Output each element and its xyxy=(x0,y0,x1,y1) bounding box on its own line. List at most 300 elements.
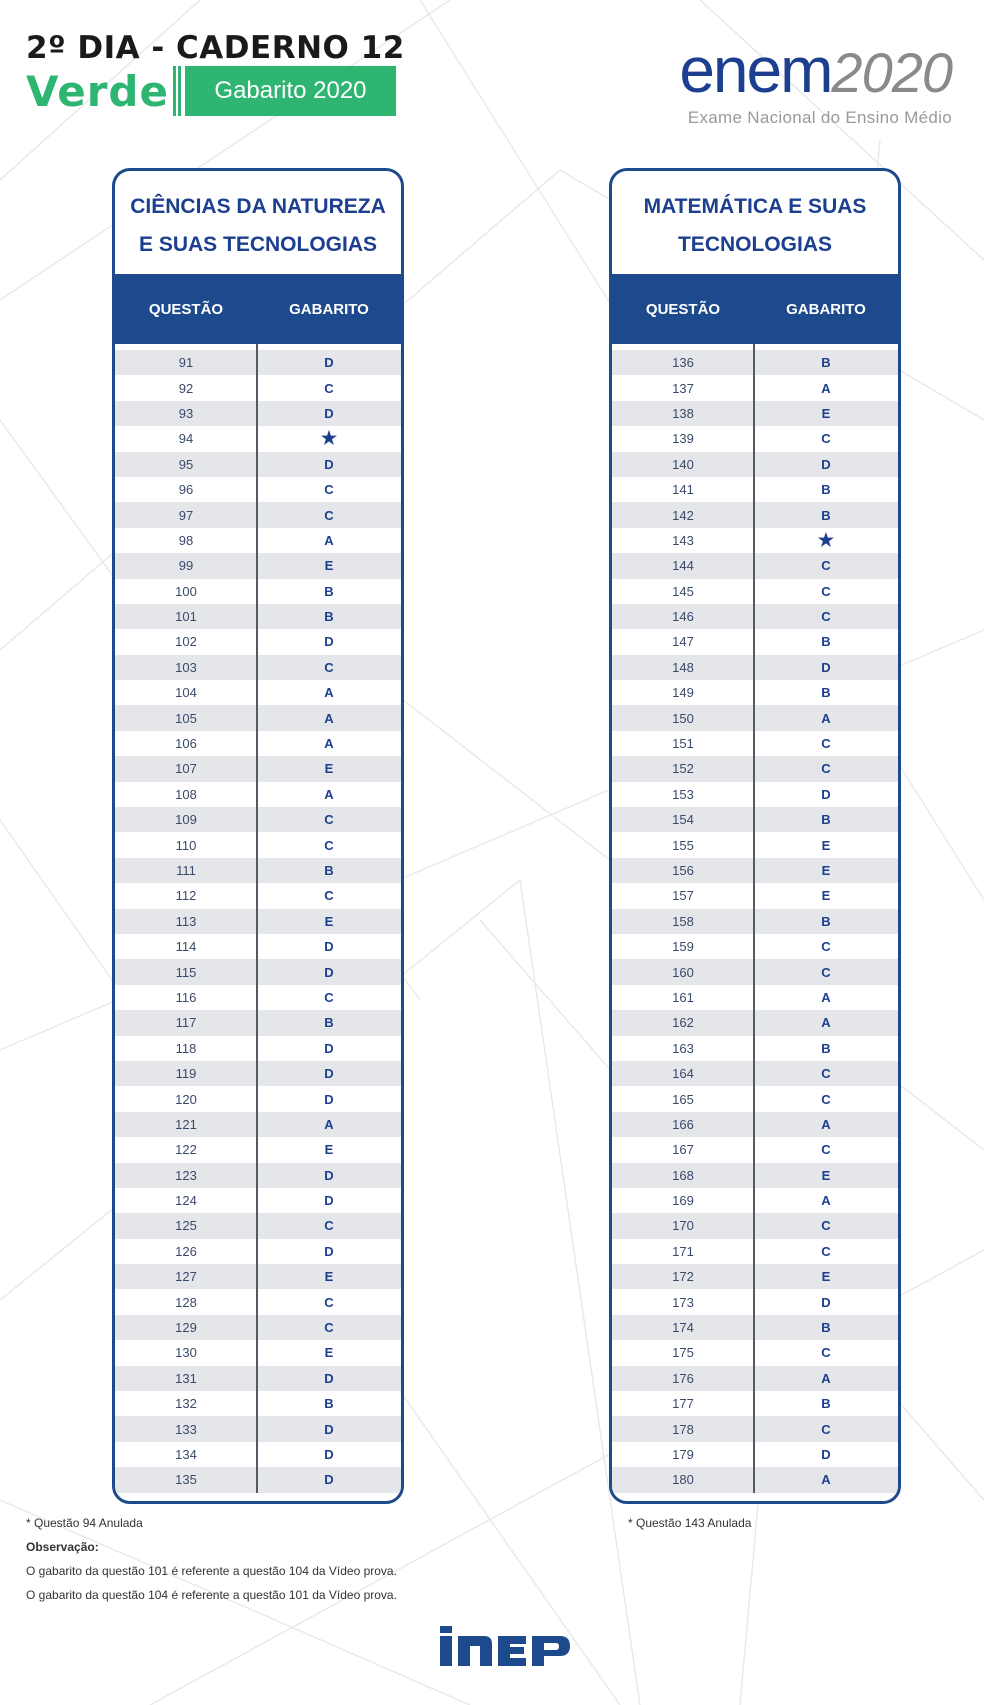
answer-letter: E xyxy=(821,1269,831,1285)
answer-letter: C xyxy=(821,1142,831,1158)
table-row xyxy=(612,909,898,934)
question-number: 98 xyxy=(178,532,194,548)
table-row xyxy=(612,858,898,883)
answer-letter: C xyxy=(324,659,334,675)
table-row xyxy=(612,655,898,680)
answer-letter: E xyxy=(324,761,334,777)
table-row xyxy=(115,807,401,832)
question-number: 110 xyxy=(175,837,197,853)
answer-letter: D xyxy=(324,1091,334,1107)
table-row xyxy=(612,680,898,705)
table-row xyxy=(115,705,401,730)
answer-letter: B xyxy=(821,913,831,929)
table-row xyxy=(612,934,898,959)
question-number: 163 xyxy=(672,1040,694,1056)
question-number: 96 xyxy=(178,482,194,498)
question-number: 118 xyxy=(175,1040,197,1056)
answer-letter: B xyxy=(324,1015,334,1031)
question-number: 145 xyxy=(672,583,694,599)
table-row xyxy=(115,528,401,553)
answer-letter: D xyxy=(324,964,334,980)
answer-letter: B xyxy=(821,812,831,828)
observation-2: O gabarito da questão 104 é referente a questão 101 da Vídeo prova. xyxy=(26,1588,397,1602)
table-row xyxy=(612,1086,898,1111)
annulled-star-icon: ★ xyxy=(320,428,338,449)
answer-letter: A xyxy=(821,1015,831,1031)
logo-subtitle: Exame Nacional do Ensino Médio xyxy=(687,108,952,127)
question-number: 128 xyxy=(175,1294,197,1310)
question-number: 101 xyxy=(175,609,197,625)
answer-letter: D xyxy=(324,1066,334,1082)
question-number: 130 xyxy=(175,1345,197,1361)
question-number: 133 xyxy=(175,1421,197,1437)
question-number: 111 xyxy=(176,863,196,878)
answer-letter: D xyxy=(821,1294,831,1310)
answer-letter: C xyxy=(324,837,334,853)
table-row xyxy=(115,1340,401,1365)
table-row xyxy=(612,375,898,400)
question-number: 138 xyxy=(672,405,694,421)
question-number: 106 xyxy=(175,736,197,752)
question-number: 107 xyxy=(175,761,197,777)
answer-letter: B xyxy=(821,355,831,371)
table-row xyxy=(115,1239,401,1264)
question-number: 124 xyxy=(175,1193,197,1209)
question-number: 171 xyxy=(672,1243,694,1259)
question-number: 105 xyxy=(175,710,197,726)
column-header-question: QUESTÃO xyxy=(148,300,224,318)
table-row xyxy=(612,1036,898,1061)
answer-letter: B xyxy=(821,634,831,650)
table-row xyxy=(612,807,898,832)
question-number: 179 xyxy=(672,1446,694,1462)
question-number: 167 xyxy=(672,1142,694,1158)
answer-letter: A xyxy=(324,710,334,726)
answer-letter: B xyxy=(821,1396,831,1412)
answer-letter: D xyxy=(821,786,831,802)
table-row xyxy=(115,1442,401,1467)
table-title xyxy=(115,171,401,274)
question-number: 152 xyxy=(672,761,694,777)
answer-letter: B xyxy=(821,482,831,498)
answer-letter: B xyxy=(821,1040,831,1056)
question-number: 156 xyxy=(672,863,694,878)
question-number: 169 xyxy=(672,1193,694,1209)
answer-letter: C xyxy=(821,1218,831,1234)
answer-letter: D xyxy=(324,1243,334,1259)
table-title-line1: MATEMÁTICA E SUAS xyxy=(643,194,867,218)
question-number: 162 xyxy=(672,1015,694,1031)
answer-table-ciencias-natureza xyxy=(112,168,404,1504)
table-row xyxy=(612,1315,898,1340)
question-number: 109 xyxy=(175,812,197,828)
table-row xyxy=(115,1061,401,1086)
answer-letter: D xyxy=(324,634,334,650)
question-number: 97 xyxy=(178,507,194,523)
question-number: 180 xyxy=(672,1472,694,1488)
table-row xyxy=(612,1467,898,1492)
table-header xyxy=(115,274,401,344)
question-number: 149 xyxy=(672,685,694,701)
table-row xyxy=(612,1340,898,1365)
annulled-note-right: * Questão 143 Anulada xyxy=(628,1516,752,1530)
answer-letter: C xyxy=(821,609,831,625)
answer-letter: B xyxy=(821,1320,831,1336)
color-name: Verde xyxy=(26,66,169,116)
enem-logo xyxy=(642,34,952,128)
table-row xyxy=(612,1264,898,1289)
table-row xyxy=(612,426,898,451)
question-number: 143 xyxy=(672,532,694,548)
question-number: 126 xyxy=(175,1243,197,1259)
table-row xyxy=(115,604,401,629)
question-number: 95 xyxy=(178,456,194,472)
answer-letter: E xyxy=(821,888,831,904)
table-row xyxy=(115,883,401,908)
answer-letter: C xyxy=(821,964,831,980)
decorative-bars xyxy=(173,66,183,116)
answer-letter: C xyxy=(821,939,831,955)
question-number: 93 xyxy=(178,405,194,421)
table-row xyxy=(115,401,401,426)
answer-letter: C xyxy=(821,583,831,599)
question-number: 158 xyxy=(672,913,694,929)
question-number: 172 xyxy=(672,1269,694,1285)
answer-letter: B xyxy=(821,685,831,701)
table-row xyxy=(612,629,898,654)
answer-letter: A xyxy=(324,1116,334,1132)
question-number: 153 xyxy=(672,786,694,802)
answer-letter: A xyxy=(821,989,831,1005)
question-number: 139 xyxy=(672,431,694,447)
table-row xyxy=(115,1315,401,1340)
question-number: 127 xyxy=(175,1269,197,1285)
table-row xyxy=(115,1010,401,1035)
table-row xyxy=(612,452,898,477)
column-header-answer: GABARITO xyxy=(786,300,866,318)
question-number: 144 xyxy=(672,558,694,574)
answer-letter: E xyxy=(324,913,334,929)
table-row xyxy=(115,553,401,578)
table-title-line2: E SUAS TECNOLOGIAS xyxy=(138,232,378,256)
question-number: 108 xyxy=(175,786,197,802)
answer-letter: B xyxy=(324,1396,334,1412)
table-row xyxy=(115,1163,401,1188)
answer-letter: D xyxy=(324,1472,334,1488)
answer-letter: C xyxy=(821,736,831,752)
answer-letter: C xyxy=(821,1091,831,1107)
question-number: 136 xyxy=(672,355,694,371)
question-number: 175 xyxy=(672,1345,694,1361)
table-row xyxy=(115,1264,401,1289)
table-row xyxy=(115,452,401,477)
answer-table-matematica xyxy=(609,168,901,1504)
table-row xyxy=(612,350,898,375)
answer-letter: D xyxy=(821,659,831,675)
answer-letter: C xyxy=(324,1218,334,1234)
table-row xyxy=(612,1289,898,1314)
table-row xyxy=(612,832,898,857)
table-row xyxy=(612,553,898,578)
answer-letter: E xyxy=(821,837,831,853)
answer-letter: D xyxy=(324,1446,334,1462)
answer-letter: E xyxy=(324,1142,334,1158)
table-row xyxy=(612,1112,898,1137)
notes-left xyxy=(26,1516,397,1612)
question-number: 134 xyxy=(175,1446,197,1462)
table-body xyxy=(612,344,898,1493)
question-number: 137 xyxy=(672,380,694,396)
question-number: 159 xyxy=(672,939,694,955)
table-row xyxy=(115,1137,401,1162)
answer-letter: D xyxy=(324,456,334,472)
question-number: 135 xyxy=(175,1472,197,1488)
table-row xyxy=(612,604,898,629)
table-row xyxy=(612,477,898,502)
table-row xyxy=(612,1010,898,1035)
observation-label: Observação: xyxy=(26,1540,99,1554)
question-number: 122 xyxy=(175,1142,197,1158)
answer-letter: E xyxy=(821,863,831,878)
column-divider xyxy=(256,344,258,1493)
answer-letter: B xyxy=(324,609,334,625)
gabarito-badge: Gabarito 2020 xyxy=(185,66,396,116)
table-header xyxy=(612,274,898,344)
table-row xyxy=(612,401,898,426)
table-row xyxy=(612,782,898,807)
answer-letter: C xyxy=(324,1294,334,1310)
answer-letter: D xyxy=(324,939,334,955)
inep-logo-text: INEP xyxy=(440,1624,443,1625)
column-divider xyxy=(753,344,755,1493)
question-number: 173 xyxy=(672,1294,694,1310)
table-row xyxy=(115,909,401,934)
question-number: 170 xyxy=(672,1218,694,1234)
question-number: 151 xyxy=(672,736,694,752)
table-row xyxy=(612,959,898,984)
table-row xyxy=(612,731,898,756)
question-number: 116 xyxy=(175,989,197,1005)
question-number: 131 xyxy=(175,1370,197,1386)
answer-letter: C xyxy=(821,1066,831,1082)
table-row xyxy=(115,985,401,1010)
table-row xyxy=(115,502,401,527)
answer-letter: E xyxy=(821,1167,831,1183)
answer-letter: D xyxy=(324,1193,334,1209)
question-number: 100 xyxy=(175,583,197,599)
question-number: 142 xyxy=(672,507,694,523)
table-row xyxy=(115,731,401,756)
answer-letter: A xyxy=(821,1193,831,1209)
question-number: 125 xyxy=(175,1218,197,1234)
table-row xyxy=(612,1137,898,1162)
table-body xyxy=(115,344,401,1493)
answer-letter: A xyxy=(821,710,831,726)
question-number: 91 xyxy=(178,355,194,371)
table-row xyxy=(115,858,401,883)
observation-1: O gabarito da questão 101 é referente a questão 104 da Vídeo prova. xyxy=(26,1564,397,1578)
question-number: 147 xyxy=(672,634,694,650)
column-header-question: QUESTÃO xyxy=(645,300,721,318)
table-row xyxy=(115,959,401,984)
answer-letter: E xyxy=(324,558,334,574)
table-row xyxy=(115,680,401,705)
table-row xyxy=(115,1289,401,1314)
table-title xyxy=(612,171,898,274)
table-row xyxy=(612,1442,898,1467)
answer-letter: A xyxy=(821,380,831,396)
table-row xyxy=(612,579,898,604)
day-title: 2º DIA - CADERNO 12 xyxy=(26,30,405,66)
answer-letter: B xyxy=(821,507,831,523)
answer-letter: C xyxy=(324,1320,334,1336)
table-row xyxy=(612,883,898,908)
table-row xyxy=(115,1213,401,1238)
answer-letter: A xyxy=(821,1472,831,1488)
table-row xyxy=(115,1036,401,1061)
answer-letter: C xyxy=(821,431,831,447)
answer-letter: D xyxy=(324,405,334,421)
question-number: 104 xyxy=(175,685,197,701)
table-row xyxy=(115,1416,401,1441)
column-header-answer: GABARITO xyxy=(289,300,369,318)
answer-letter: C xyxy=(324,507,334,523)
table-title-line2: TECNOLOGIAS xyxy=(677,232,832,256)
table-row xyxy=(115,832,401,857)
answer-letter: C xyxy=(821,558,831,574)
question-number: 161 xyxy=(672,989,694,1005)
question-number: 178 xyxy=(672,1421,694,1437)
answer-letter: C xyxy=(324,812,334,828)
table-row xyxy=(115,629,401,654)
color-row xyxy=(26,66,405,116)
table-row xyxy=(115,1467,401,1492)
question-number: 119 xyxy=(175,1066,197,1082)
question-number: 121 xyxy=(175,1116,197,1132)
question-number: 177 xyxy=(672,1396,694,1412)
question-number: 168 xyxy=(672,1167,694,1183)
question-number: 141 xyxy=(672,482,694,498)
answer-letter: C xyxy=(821,761,831,777)
answer-letter: C xyxy=(324,888,334,904)
table-row xyxy=(115,756,401,781)
answer-letter: A xyxy=(324,685,334,701)
table-row xyxy=(612,1391,898,1416)
table-row xyxy=(115,375,401,400)
table-row xyxy=(115,477,401,502)
logo-enem-text: enem xyxy=(679,34,832,106)
table-row xyxy=(612,1366,898,1391)
question-number: 165 xyxy=(672,1091,694,1107)
question-number: 154 xyxy=(672,812,694,828)
answer-letter: C xyxy=(324,482,334,498)
answer-letter: D xyxy=(324,1167,334,1183)
table-row xyxy=(612,528,898,553)
table-row xyxy=(115,655,401,680)
answer-letter: C xyxy=(324,989,334,1005)
question-number: 115 xyxy=(175,964,197,980)
question-number: 94 xyxy=(178,431,194,447)
answer-letter: C xyxy=(821,1243,831,1259)
question-number: 129 xyxy=(175,1320,197,1336)
answer-letter: E xyxy=(324,1269,334,1285)
question-number: 114 xyxy=(175,939,197,955)
question-number: 157 xyxy=(672,888,694,904)
question-number: 102 xyxy=(175,634,197,650)
table-row xyxy=(612,1416,898,1441)
question-number: 174 xyxy=(672,1320,694,1336)
question-number: 132 xyxy=(175,1396,197,1412)
annulled-star-icon: ★ xyxy=(817,529,835,550)
table-row xyxy=(115,579,401,604)
table-row xyxy=(115,1188,401,1213)
question-number: 176 xyxy=(672,1370,694,1386)
table-row xyxy=(612,985,898,1010)
question-number: 117 xyxy=(175,1015,197,1031)
question-number: 99 xyxy=(178,558,194,574)
answer-letter: B xyxy=(324,583,334,599)
answer-letter: A xyxy=(324,736,334,752)
logo-year-text: 2020 xyxy=(831,41,952,104)
answer-letter: D xyxy=(821,456,831,472)
table-row xyxy=(612,1163,898,1188)
answer-letter: C xyxy=(821,1345,831,1361)
table-row xyxy=(115,1086,401,1111)
table-row xyxy=(115,350,401,375)
table-row xyxy=(115,1112,401,1137)
question-number: 166 xyxy=(672,1116,694,1132)
answer-letter: A xyxy=(821,1370,831,1386)
question-number: 103 xyxy=(175,659,197,675)
question-number: 123 xyxy=(175,1167,197,1183)
table-row xyxy=(612,756,898,781)
answer-letter: D xyxy=(324,1370,334,1386)
answer-letter: A xyxy=(324,532,334,548)
answer-letter: D xyxy=(324,1421,334,1437)
question-number: 160 xyxy=(672,964,694,980)
question-number: 146 xyxy=(672,609,694,625)
annulled-note: * Questão 94 Anulada xyxy=(26,1516,143,1530)
header-left xyxy=(26,30,405,116)
answer-letter: E xyxy=(821,405,831,421)
table-row xyxy=(115,934,401,959)
answer-letter: C xyxy=(324,380,334,396)
answer-letter: E xyxy=(324,1345,334,1361)
question-number: 112 xyxy=(175,888,197,904)
answer-letter: B xyxy=(324,863,334,878)
table-row xyxy=(115,426,401,451)
question-number: 140 xyxy=(672,456,694,472)
answer-letter: D xyxy=(324,355,334,371)
answer-letter: A xyxy=(821,1116,831,1132)
question-number: 164 xyxy=(672,1066,694,1082)
table-row xyxy=(612,1239,898,1264)
table-row xyxy=(612,705,898,730)
table-row xyxy=(115,1366,401,1391)
inep-logo xyxy=(440,1624,570,1666)
answer-letter: C xyxy=(821,1421,831,1437)
question-number: 113 xyxy=(175,913,197,929)
table-row xyxy=(115,1391,401,1416)
table-row xyxy=(115,782,401,807)
question-number: 155 xyxy=(672,837,694,853)
question-number: 150 xyxy=(672,710,694,726)
table-row xyxy=(612,1061,898,1086)
answer-letter: A xyxy=(324,786,334,802)
answer-letter: D xyxy=(324,1040,334,1056)
question-number: 92 xyxy=(178,380,194,396)
table-row xyxy=(612,1213,898,1238)
